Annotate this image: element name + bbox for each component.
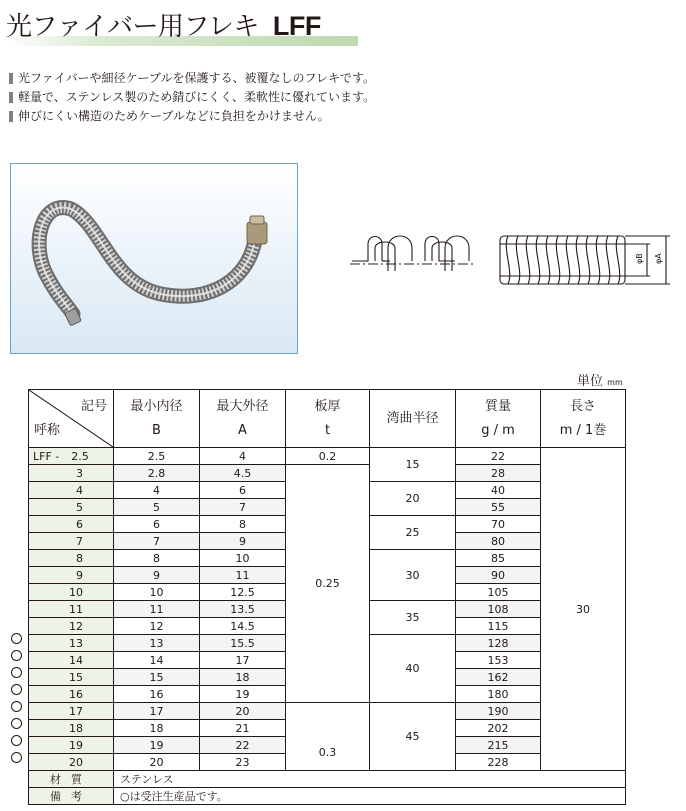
max-outer-diameter-cell: 7 xyxy=(200,499,286,516)
min-inner-diameter-cell: 16 xyxy=(114,686,200,703)
max-outer-diameter-cell: 22 xyxy=(200,737,286,754)
note-value: ○は受注生産品です。 xyxy=(114,788,626,805)
model-number: 2.5 xyxy=(71,449,89,463)
header-line: 板厚 xyxy=(314,398,341,414)
table-row xyxy=(29,703,626,720)
max-outer-diameter-cell: 12.5 xyxy=(200,584,286,601)
bullet-mark xyxy=(9,73,13,84)
min-inner-diameter-cell: 6 xyxy=(114,516,200,533)
product-photo xyxy=(10,163,298,354)
max-outer-diameter-cell: 10 xyxy=(200,550,286,567)
header-line: g / m xyxy=(481,422,515,438)
model-cell: 11 xyxy=(29,601,114,618)
mass-cell: 40 xyxy=(456,482,541,499)
model-cell: 3 xyxy=(29,465,114,482)
header-line: t xyxy=(324,422,331,438)
max-outer-diameter-cell: 23 xyxy=(200,754,286,771)
max-outer-diameter-cell: 18 xyxy=(200,669,286,686)
bend-radius-cell: 15 xyxy=(370,448,456,482)
mass-cell: 22 xyxy=(456,448,541,465)
header-max-outer xyxy=(200,390,286,448)
min-inner-diameter-cell: 8 xyxy=(114,550,200,567)
min-inner-diameter-cell: 20 xyxy=(114,754,200,771)
flexible-hose-illustration xyxy=(11,164,297,353)
feature-text: 光ファイバーや細径ケーブルを保護する、被覆なしのフレキです。 xyxy=(18,71,376,85)
mass-cell: 85 xyxy=(456,550,541,567)
title-code: LFF xyxy=(272,11,321,41)
thickness-cell: 0.2 xyxy=(286,448,370,465)
feature-item xyxy=(9,107,375,126)
min-inner-diameter-cell: 2.5 xyxy=(114,448,200,465)
thickness-cell: 0.25 xyxy=(286,465,370,703)
mass-cell: 108 xyxy=(456,601,541,618)
header-line: 最小内径 xyxy=(130,398,183,414)
mass-cell: 153 xyxy=(456,652,541,669)
min-inner-diameter-cell: 10 xyxy=(114,584,200,601)
header-min-inner xyxy=(114,390,200,448)
header-line: B xyxy=(152,422,161,438)
mass-cell: 202 xyxy=(456,720,541,737)
bend-radius-cell: 45 xyxy=(370,703,456,771)
mass-cell: 70 xyxy=(456,516,541,533)
phi-b-label: φB xyxy=(635,253,644,264)
made-to-order-mark xyxy=(11,752,22,763)
min-inner-diameter-cell: 15 xyxy=(114,669,200,686)
made-to-order-mark xyxy=(11,650,22,661)
model-cell: 17 xyxy=(29,703,114,720)
min-inner-diameter-cell: 5 xyxy=(114,499,200,516)
model-cell xyxy=(29,448,114,465)
title-block xyxy=(6,6,358,44)
bend-radius-cell: 20 xyxy=(370,482,456,516)
model-cell: 9 xyxy=(29,567,114,584)
model-cell: 19 xyxy=(29,737,114,754)
phi-a-label: φA xyxy=(654,253,663,264)
min-inner-diameter-cell: 9 xyxy=(114,567,200,584)
min-inner-diameter-cell: 11 xyxy=(114,601,200,618)
min-inner-diameter-cell: 2.8 xyxy=(114,465,200,482)
title-main: 光ファイバー用フレキ xyxy=(6,12,259,42)
mass-cell: 228 xyxy=(456,754,541,771)
mass-cell: 55 xyxy=(456,499,541,516)
max-outer-diameter-cell: 13.5 xyxy=(200,601,286,618)
table-row xyxy=(29,448,626,465)
mass-cell: 180 xyxy=(456,686,541,703)
cross-section-diagram xyxy=(350,226,675,296)
feature-item xyxy=(9,88,375,107)
corner-top-label: 記号 xyxy=(80,399,107,414)
model-cell: 18 xyxy=(29,720,114,737)
max-outer-diameter-cell: 14.5 xyxy=(200,618,286,635)
model-cell: 10 xyxy=(29,584,114,601)
mass-cell: 215 xyxy=(456,737,541,754)
bend-radius-cell: 35 xyxy=(370,601,456,635)
min-inner-diameter-cell: 17 xyxy=(114,703,200,720)
model-cell: 12 xyxy=(29,618,114,635)
bullet-mark xyxy=(9,92,13,103)
header-line: 質量 xyxy=(484,398,511,414)
model-cell: 7 xyxy=(29,533,114,550)
header-thickness xyxy=(286,390,370,448)
corner-header xyxy=(29,390,114,448)
model-cell: 14 xyxy=(29,652,114,669)
max-outer-diameter-cell: 6 xyxy=(200,482,286,499)
made-to-order-mark xyxy=(11,735,22,746)
max-outer-diameter-cell: 21 xyxy=(200,720,286,737)
spec-table xyxy=(28,389,626,805)
made-to-order-mark xyxy=(11,718,22,729)
length-cell: 30 xyxy=(541,448,626,771)
model-cell: 8 xyxy=(29,550,114,567)
bend-radius-cell: 40 xyxy=(370,635,456,703)
bullet-mark xyxy=(9,111,13,122)
model-cell: 4 xyxy=(29,482,114,499)
header-line: 長さ xyxy=(569,398,596,414)
min-inner-diameter-cell: 7 xyxy=(114,533,200,550)
model-cell: 6 xyxy=(29,516,114,533)
unit-suffix: mm xyxy=(607,378,623,387)
model-prefix: LFF - xyxy=(33,449,60,463)
max-outer-diameter-cell: 19 xyxy=(200,686,286,703)
mass-cell: 105 xyxy=(456,584,541,601)
min-inner-diameter-cell: 19 xyxy=(114,737,200,754)
bend-radius-cell: 25 xyxy=(370,516,456,550)
model-cell: 5 xyxy=(29,499,114,516)
header-mass xyxy=(456,390,541,448)
min-inner-diameter-cell: 13 xyxy=(114,635,200,652)
note-label: 備考 xyxy=(29,788,114,805)
feature-text: 伸びにくい構造のためケーブルなどに負担をかけません。 xyxy=(18,109,330,123)
min-inner-diameter-cell: 18 xyxy=(114,720,200,737)
max-outer-diameter-cell: 4 xyxy=(200,448,286,465)
model-cell: 16 xyxy=(29,686,114,703)
max-outer-diameter-cell: 9 xyxy=(200,533,286,550)
feature-text: 軽量で、ステンレス製のため錆びにくく、柔軟性に優れています。 xyxy=(18,90,376,104)
mass-cell: 162 xyxy=(456,669,541,686)
min-inner-diameter-cell: 4 xyxy=(114,482,200,499)
feature-list xyxy=(9,69,375,126)
mass-cell: 80 xyxy=(456,533,541,550)
mass-cell: 90 xyxy=(456,567,541,584)
mass-cell: 190 xyxy=(456,703,541,720)
header-line: 湾曲半径 xyxy=(386,410,439,426)
min-inner-diameter-cell: 12 xyxy=(114,618,200,635)
header-line: 最大外径 xyxy=(216,398,269,414)
made-to-order-mark xyxy=(11,633,22,644)
max-outer-diameter-cell: 20 xyxy=(200,703,286,720)
mass-cell: 28 xyxy=(456,465,541,482)
unit-text: 単位 xyxy=(577,374,604,389)
min-inner-diameter-cell: 14 xyxy=(114,652,200,669)
thickness-cell: 0.3 xyxy=(286,703,370,771)
feature-item xyxy=(9,69,375,88)
made-to-order-mark xyxy=(11,684,22,695)
spec-body xyxy=(29,448,626,771)
max-outer-diameter-cell: 11 xyxy=(200,567,286,584)
max-outer-diameter-cell: 4.5 xyxy=(200,465,286,482)
model-cell: 13 xyxy=(29,635,114,652)
header-line: m / 1巻 xyxy=(559,422,607,438)
max-outer-diameter-cell: 15.5 xyxy=(200,635,286,652)
bend-radius-cell: 30 xyxy=(370,550,456,601)
mass-cell: 128 xyxy=(456,635,541,652)
model-cell: 15 xyxy=(29,669,114,686)
unit-label xyxy=(577,370,623,389)
material-value: ステンレス xyxy=(114,771,626,788)
model-cell: 20 xyxy=(29,754,114,771)
max-outer-diameter-cell: 8 xyxy=(200,516,286,533)
header-length xyxy=(541,390,626,448)
header-bend-radius xyxy=(370,390,456,448)
header-line: A xyxy=(238,422,247,438)
made-to-order-mark xyxy=(11,701,22,712)
max-outer-diameter-cell: 17 xyxy=(200,652,286,669)
mass-cell: 115 xyxy=(456,618,541,635)
made-to-order-mark xyxy=(11,667,22,678)
page-title xyxy=(6,6,321,43)
material-label: 材質 xyxy=(29,771,114,788)
table-row xyxy=(29,465,626,482)
corner-bottom-label: 呼称 xyxy=(34,423,61,438)
